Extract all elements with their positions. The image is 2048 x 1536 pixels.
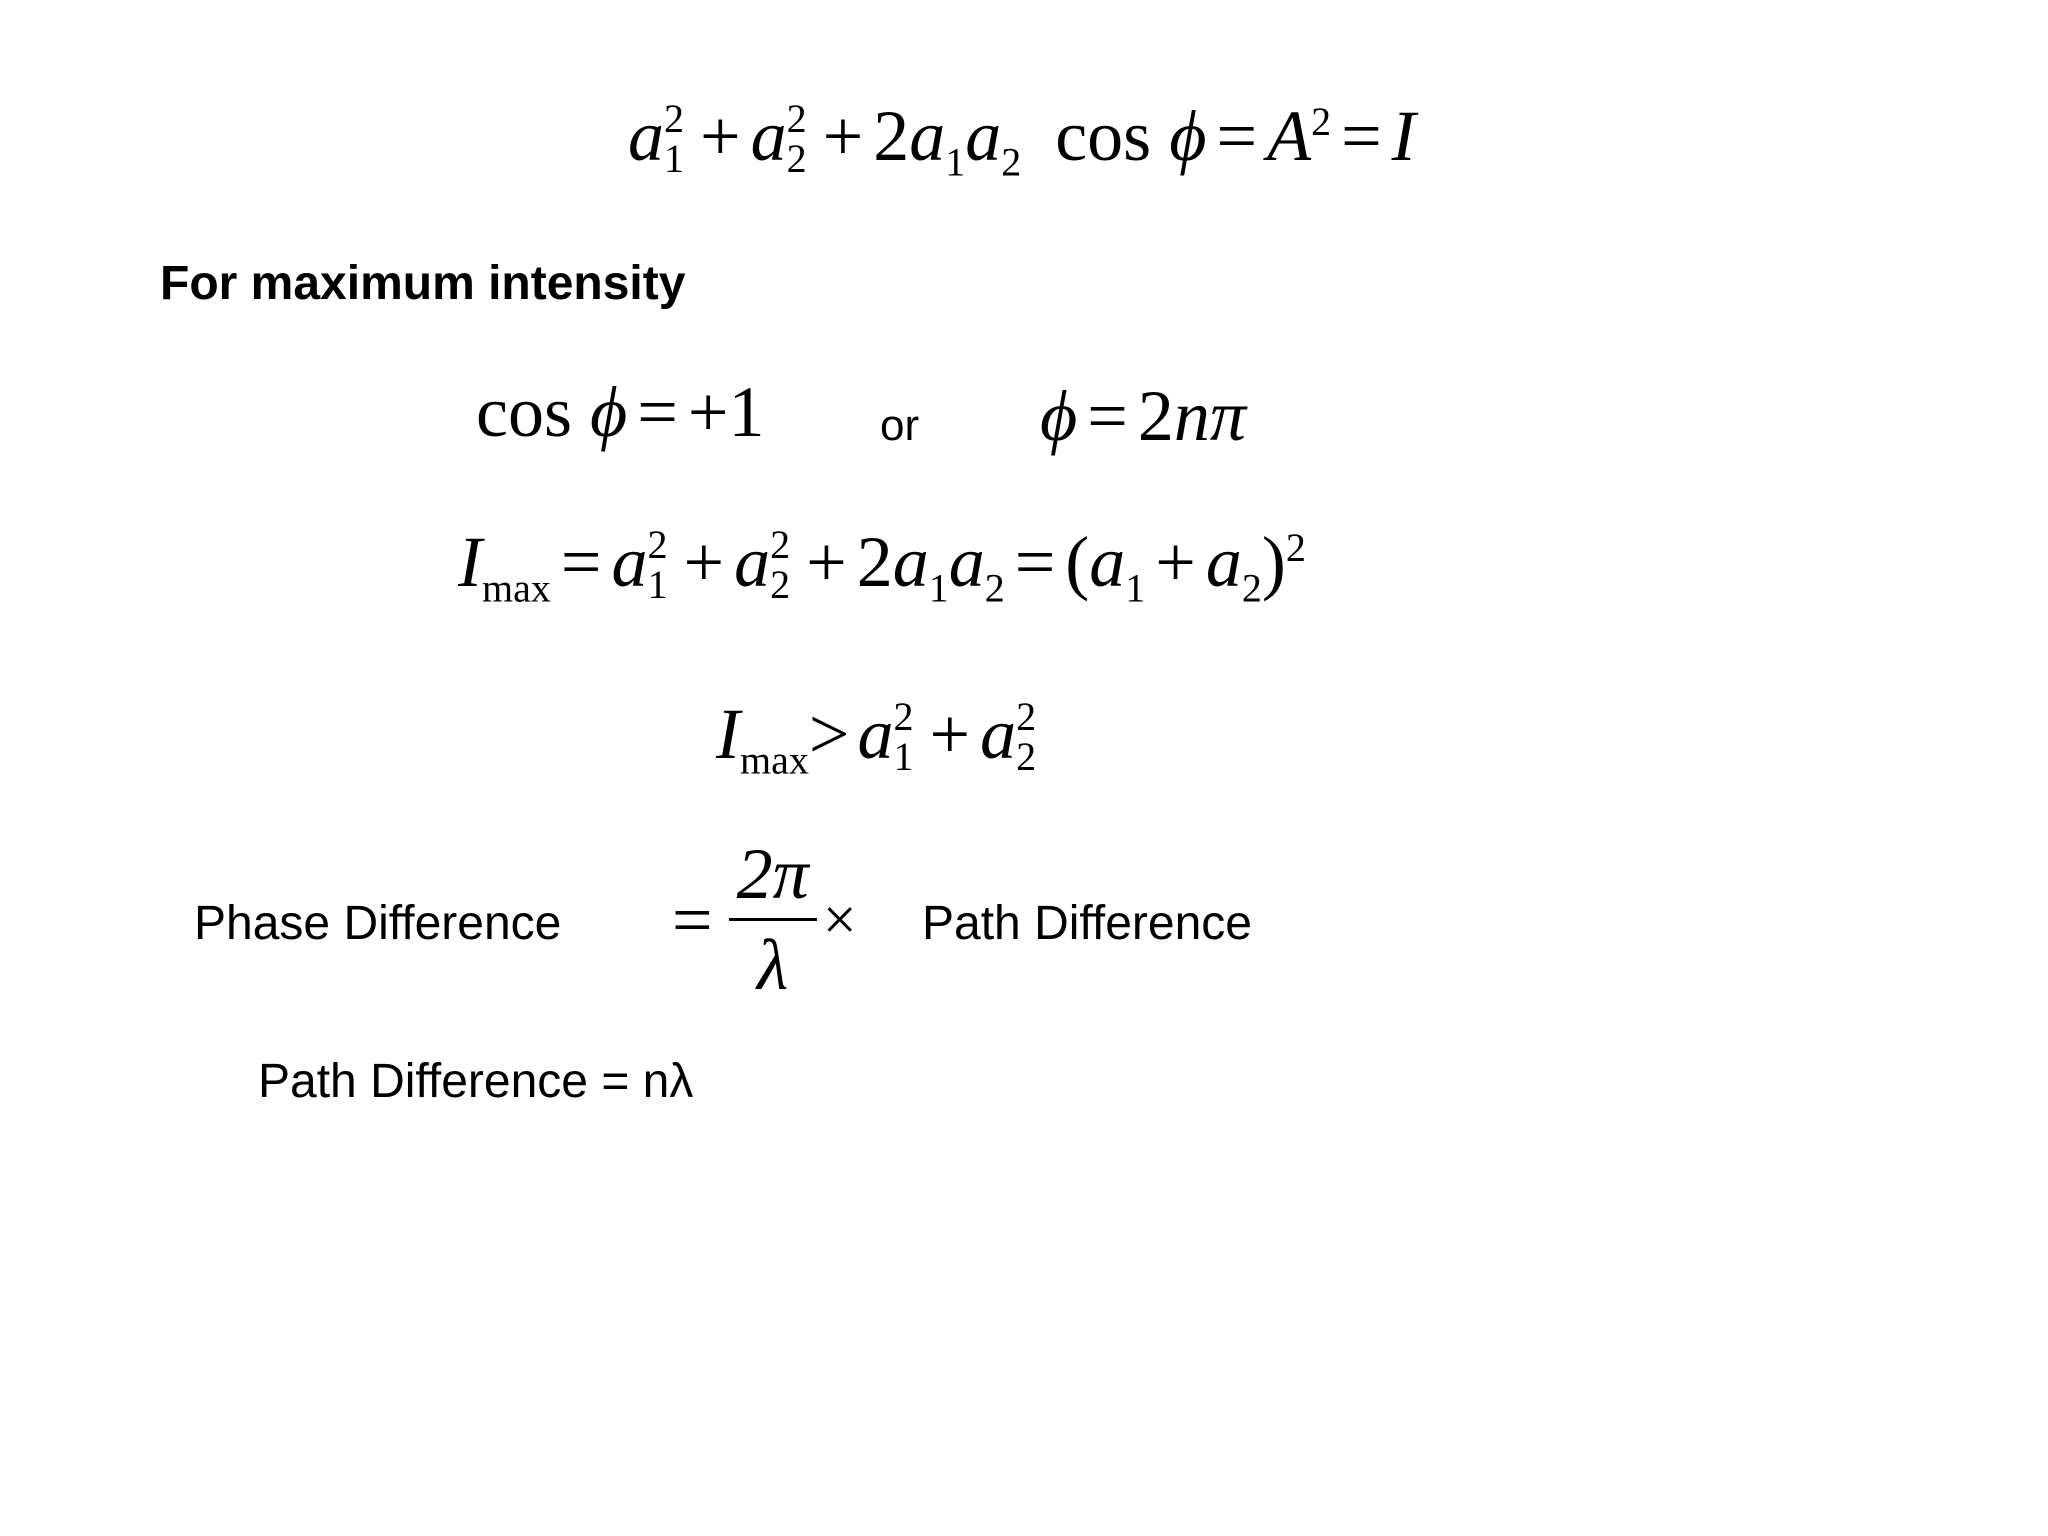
phi-symbol: ϕ	[589, 372, 628, 452]
section-heading: For maximum intensity	[160, 257, 686, 310]
equals-sign: =	[1087, 376, 1128, 456]
equals-sign: =	[1341, 96, 1382, 176]
phase-condition	[1040, 376, 1246, 456]
greater-than-sign: >	[808, 694, 850, 774]
plus-sign: +	[929, 694, 971, 774]
subscript: 2	[1016, 734, 1037, 780]
equals-sign: =	[1216, 96, 1258, 176]
exponent: 2	[647, 522, 668, 568]
var-I: I	[458, 522, 482, 602]
var-a: a	[948, 522, 985, 602]
phase-difference-label: Phase Difference	[194, 897, 562, 950]
var-n: n	[1173, 376, 1210, 456]
subscript: 1	[928, 565, 949, 611]
coefficient: 2	[873, 96, 910, 176]
cos-function: cos	[476, 372, 572, 452]
path-difference-equation: Path Difference = nλ	[258, 1055, 694, 1108]
var-a: a	[1089, 522, 1126, 602]
var-a: a	[611, 522, 648, 602]
subscript: 2	[1001, 139, 1022, 185]
equals-sign: =	[560, 522, 602, 602]
subscript: 1	[945, 139, 966, 185]
var-I: I	[716, 694, 740, 774]
path-difference-label: Path Difference	[922, 897, 1252, 950]
subscript: 2	[786, 136, 807, 182]
exponent: 2	[1016, 694, 1037, 740]
condition-value: +1	[687, 372, 765, 452]
phi-symbol: ϕ	[1169, 96, 1207, 176]
cos-function: cos	[1055, 96, 1152, 176]
plus-sign: +	[806, 522, 847, 602]
subscript: 1	[647, 562, 668, 608]
imax-inequality	[716, 694, 1042, 783]
max-subscript: max	[739, 737, 809, 783]
cos-condition	[476, 372, 765, 452]
equals-sign: =	[672, 879, 713, 960]
fraction-numerator: 2π	[736, 834, 809, 914]
max-subscript: max	[481, 565, 551, 611]
equals-sign: =	[1014, 522, 1056, 602]
phi-symbol: ϕ	[1040, 376, 1078, 456]
plus-sign: +	[683, 522, 725, 602]
subscript: 2	[1241, 565, 1262, 611]
exponent: 2	[664, 96, 684, 142]
pi-symbol: π	[1209, 376, 1246, 456]
or-label: or	[880, 401, 920, 450]
exponent: 2	[786, 96, 807, 142]
coefficient: 2	[856, 522, 893, 602]
subscript: 2	[984, 565, 1005, 611]
exponent: 2	[1311, 99, 1332, 144]
coefficient: 2	[1137, 376, 1174, 456]
subscript: 1	[1125, 565, 1146, 611]
exponent: 2	[1285, 525, 1306, 570]
phase-fraction	[662, 834, 857, 1005]
var-I: I	[1391, 96, 1416, 176]
subscript: 1	[664, 136, 684, 182]
exponent: 2	[770, 522, 791, 568]
fraction-bar	[729, 918, 817, 921]
var-a: a	[857, 694, 894, 774]
var-a: a	[965, 96, 1002, 176]
var-a: a	[892, 522, 929, 602]
equals-sign: =	[637, 372, 678, 452]
var-a: a	[909, 96, 946, 176]
exponent: 2	[893, 694, 914, 740]
plus-sign: +	[1155, 522, 1196, 602]
var-A: A	[1267, 96, 1312, 176]
times-sign: ×	[822, 886, 857, 953]
plus-sign: +	[700, 96, 741, 176]
open-paren: (	[1065, 522, 1090, 602]
close-paren: )	[1261, 522, 1286, 602]
subscript: 2	[770, 562, 791, 608]
var-a: a	[750, 96, 787, 176]
imax-equation	[458, 522, 1306, 611]
fraction-denominator: λ	[757, 925, 789, 1005]
var-a: a	[980, 694, 1017, 774]
var-a: a	[1205, 522, 1242, 602]
intensity-equation	[628, 96, 1416, 185]
var-a: a	[734, 522, 771, 602]
fraction	[729, 834, 817, 1005]
subscript: 1	[893, 734, 914, 780]
plus-sign: +	[822, 96, 864, 176]
var-a: a	[628, 96, 664, 176]
